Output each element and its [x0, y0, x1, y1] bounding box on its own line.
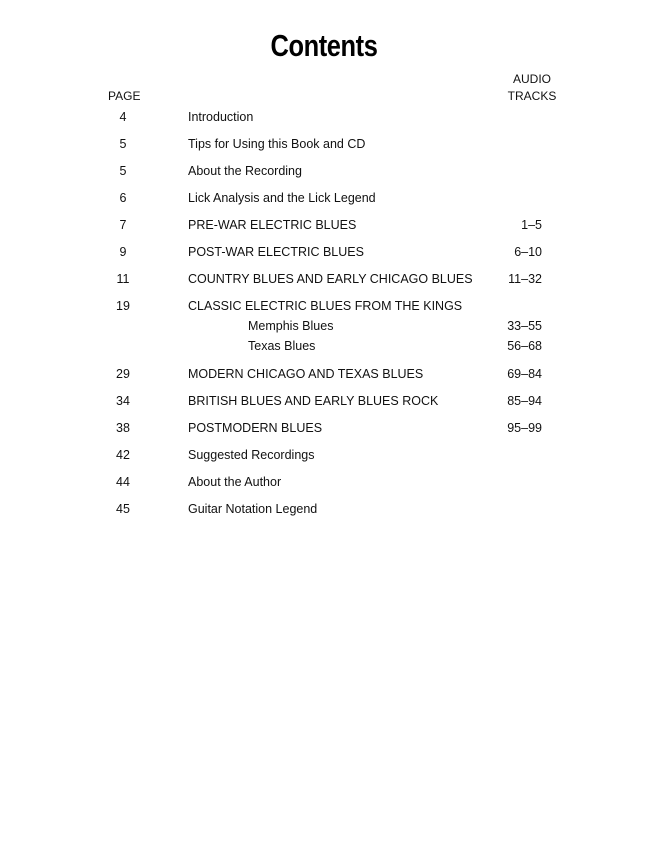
tracks-header-line: TRACKS — [507, 89, 557, 103]
contents-row-introduction — [0, 108, 648, 126]
contents-row-pre-war — [0, 216, 648, 234]
entry-title: PRE-WAR ELECTRIC BLUES — [188, 218, 357, 232]
entry-title: Guitar Notation Legend — [188, 502, 318, 516]
page-number: 42 — [116, 448, 130, 462]
page-number: 44 — [116, 475, 130, 489]
entry-title: MODERN CHICAGO AND TEXAS BLUES — [188, 367, 424, 381]
entry-title: Memphis Blues — [248, 319, 334, 333]
entry-title: About the Author — [188, 475, 282, 489]
page-number: 5 — [119, 164, 127, 178]
contents-subrow-texas — [0, 337, 648, 355]
entry-title: BRITISH BLUES AND EARLY BLUES ROCK — [188, 394, 439, 408]
contents-row-modern-chicago — [0, 365, 648, 383]
page-number: 4 — [119, 110, 127, 124]
track-range: 69–84 — [507, 367, 542, 381]
track-range: 6–10 — [514, 245, 542, 259]
audio-tracks-column-header — [500, 71, 564, 105]
entry-title: About the Recording — [188, 164, 302, 178]
contents-row-postmodern — [0, 419, 648, 437]
contents-row-suggested-recordings — [0, 446, 648, 464]
contents-row-post-war — [0, 243, 648, 261]
contents-row-lick-analysis — [0, 189, 648, 207]
contents-subrow-memphis — [0, 317, 648, 335]
entry-title: CLASSIC ELECTRIC BLUES FROM THE KINGS — [188, 299, 463, 313]
track-range: 33–55 — [507, 319, 542, 333]
audio-header-line: AUDIO — [512, 72, 551, 86]
entry-title: POSTMODERN BLUES — [188, 421, 323, 435]
entry-title: Suggested Recordings — [188, 448, 315, 462]
entry-title: POST-WAR ELECTRIC BLUES — [188, 245, 364, 259]
contents-row-british-blues — [0, 392, 648, 410]
track-range: 1–5 — [521, 218, 542, 232]
page-number: 6 — [119, 191, 127, 205]
page-number: 11 — [116, 272, 130, 286]
page-number: 9 — [119, 245, 127, 259]
page-number: 34 — [116, 394, 130, 408]
contents-row-tips — [0, 135, 648, 153]
track-range: 95–99 — [507, 421, 542, 435]
page-number: 38 — [116, 421, 130, 435]
entry-title: Tips for Using this Book and CD — [188, 137, 366, 151]
entry-title: Introduction — [188, 110, 254, 124]
track-range: 56–68 — [507, 339, 542, 353]
track-range: 11–32 — [508, 272, 542, 286]
entry-title: Lick Analysis and the Lick Legend — [188, 191, 376, 205]
contents-row-classic-electric — [0, 297, 648, 315]
page-number: 7 — [119, 218, 127, 232]
contents-row-country-blues — [0, 270, 648, 288]
entry-title: Texas Blues — [248, 339, 316, 353]
page-number: 19 — [116, 299, 130, 313]
page-number: 5 — [119, 137, 127, 151]
page-title: Contents — [270, 28, 378, 63]
page-number: 45 — [116, 502, 130, 516]
track-range: 85–94 — [507, 394, 542, 408]
contents-row-about-author — [0, 473, 648, 491]
page-number: 29 — [116, 367, 130, 381]
page-column-header: PAGE — [108, 89, 141, 103]
contents-row-notation-legend — [0, 500, 648, 518]
contents-row-recording — [0, 162, 648, 180]
entry-title: COUNTRY BLUES AND EARLY CHICAGO BLUES — [188, 272, 473, 286]
